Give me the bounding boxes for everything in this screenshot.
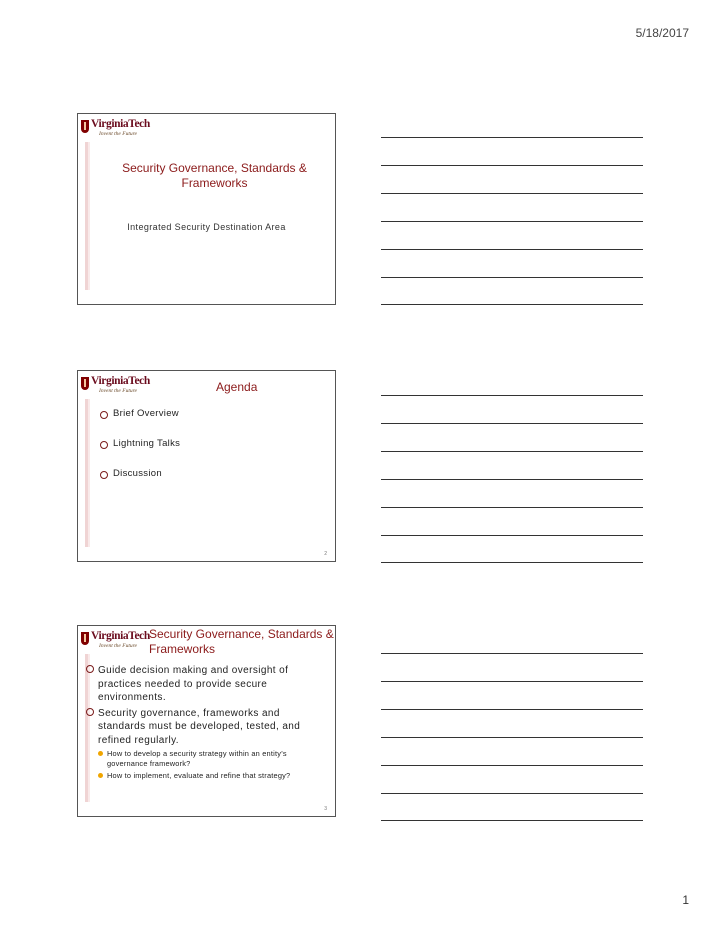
slide-3-body <box>84 664 327 781</box>
slide-accent-bar <box>85 142 88 290</box>
note-line <box>381 277 643 278</box>
slide-number: 3 <box>324 806 327 812</box>
bullet-text: Security governance, frameworks and standards must be developed, tested, and refined regularly. <box>98 707 301 746</box>
note-line <box>381 709 643 710</box>
note-line <box>381 653 643 654</box>
note-line <box>381 304 643 305</box>
note-line <box>381 681 643 682</box>
date-header: 5/18/2017 <box>635 26 689 40</box>
bullet-dot-icon <box>98 751 103 756</box>
slide-1-thumbnail <box>77 113 336 305</box>
note-line <box>381 423 643 424</box>
logo-tagline: Invent the Future <box>99 131 137 137</box>
agenda-item <box>100 438 180 468</box>
logo-wordmark: VirginiaTech <box>91 118 150 130</box>
agenda-item-label: Brief Overview <box>113 408 179 419</box>
sub-bullet-text: How to develop a security strategy within an entity’s governance framework? <box>107 749 287 768</box>
logo-tagline: Invent the Future <box>99 388 137 394</box>
page-number: 1 <box>682 893 689 907</box>
logo-wordmark: VirginiaTech <box>91 375 150 387</box>
note-line <box>381 137 643 138</box>
bullet-circle-icon <box>100 441 108 449</box>
sub-bullet-item <box>84 771 327 781</box>
note-line <box>381 535 643 536</box>
agenda-item-label: Discussion <box>113 468 162 479</box>
note-line <box>381 249 643 250</box>
vt-shield-icon <box>81 377 89 390</box>
agenda-item-label: Lightning Talks <box>113 438 181 449</box>
bullet-text: Guide decision making and oversight of practices needed to provide secure environments. <box>98 665 289 703</box>
bullet-dot-icon <box>98 773 103 778</box>
agenda-list <box>100 408 180 498</box>
note-line <box>381 507 643 508</box>
note-line <box>381 765 643 766</box>
slide-2-thumbnail <box>77 370 336 562</box>
vt-shield-icon <box>81 120 89 133</box>
note-line <box>381 562 643 563</box>
logo-tagline: Invent the Future <box>99 643 137 649</box>
slide-3-title: Security Governance, Standards & Frameworks <box>149 627 334 656</box>
bullet-circle-icon <box>100 411 108 419</box>
bullet-circle-icon <box>86 665 94 673</box>
slide-3-thumbnail <box>77 625 336 817</box>
slide-2-title: Agenda <box>216 380 258 394</box>
note-line <box>381 451 643 452</box>
note-line <box>381 479 643 480</box>
sub-bullet-item <box>84 749 327 769</box>
bullet-item <box>84 707 327 748</box>
virginia-tech-logo <box>81 375 161 397</box>
agenda-item <box>100 408 180 438</box>
bullet-circle-icon <box>86 708 94 716</box>
logo-wordmark: VirginiaTech <box>91 630 150 642</box>
slide-accent-bar <box>85 399 88 547</box>
note-line <box>381 395 643 396</box>
slide-number: 2 <box>324 551 327 557</box>
note-line <box>381 165 643 166</box>
note-line <box>381 793 643 794</box>
note-line <box>381 820 643 821</box>
note-line <box>381 221 643 222</box>
note-line <box>381 737 643 738</box>
note-line <box>381 193 643 194</box>
slide-1-title: Security Governance, Standards & Frameworks <box>122 161 307 190</box>
vt-shield-icon <box>81 632 89 645</box>
slide-1-subtitle: Integrated Security Destination Area <box>127 222 286 232</box>
bullet-item <box>84 664 327 705</box>
virginia-tech-logo <box>81 118 161 140</box>
bullet-circle-icon <box>100 471 108 479</box>
sub-bullet-text: How to implement, evaluate and refine that strategy? <box>107 771 291 780</box>
agenda-item <box>100 468 180 498</box>
